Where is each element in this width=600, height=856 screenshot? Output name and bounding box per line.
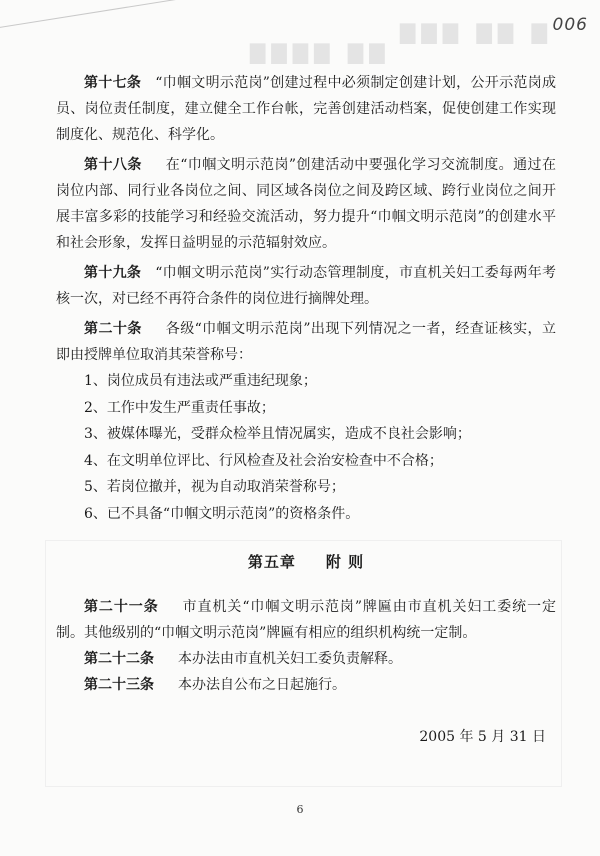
list-item: 3、被媒体曝光，受群众检举且情况属实，造成不良社会影响； [84,426,471,442]
chapter-number: 第五章 [247,553,296,571]
article-19 [56,260,556,312]
article-text: 本办法自公布之日起施行。 [178,677,346,693]
article-22 [56,646,556,672]
scan-fold-line [0,0,355,31]
article-text: 市直机关“巾帼文明示范岗”牌匾由市直机关妇工委统一定制。其他级别的“巾帼文明示范岗”牌匾有相应的组织机构统一定制。 [56,599,556,641]
article-text: 在“巾帼文明示范岗”创建活动中要强化学习交流制度。通过在岗位内部、同行业各岗位之间、同区域各岗位之间及跨区域、跨行业岗位之间开展丰富多彩的技能学习和经验交流活动，努力提升“巾帼文明示范岗”的创建水平和社会形象，发挥日益明显的示范辐射效应。 [56,157,556,251]
chapter-title: 附 则 [325,553,365,571]
document-body [56,70,556,750]
article-label: 第二十一条 [84,599,159,615]
page-number: 6 [296,803,304,816]
article-label: 第十七条 [84,75,142,91]
article-label: 第二十三条 [84,677,154,693]
article-text: “巾帼文明示范岗”创建过程中必须制定创建计划，公开示范岗成员、岗位责任制度，建立健全工作台帐，完善创建活动档案，促使创建工作实现制度化、规范化、科学化。 [56,75,556,143]
article-label: 第二十条 [84,321,142,337]
disqualification-list [56,368,556,527]
article-17 [56,70,556,148]
bleed-through-text: ▇▇▇ ▇▇ ▇ [400,20,553,44]
list-item: 4、在文明单位评比、行风检查及社会治安检查中不合格； [84,452,443,469]
list-item: 5、若岗位撤并，视为自动取消荣誉称号； [84,479,345,495]
bleed-through-text: ▇▇▇▇ ▇▇ [250,40,391,64]
list-item: 6、已不具备“巾帼文明示范岗”的资格条件。 [84,505,360,522]
article-18 [56,152,556,256]
article-text: 本办法由市直机关妇工委负责解释。 [178,651,402,667]
article-20 [56,316,556,368]
list-item: 1、岗位成员有违法或严重违纪现象； [84,373,317,389]
article-21 [56,594,556,646]
page-code: 006 [552,15,588,35]
chapter-heading [56,551,556,572]
article-label: 第十八条 [84,157,142,173]
article-label: 第十九条 [84,265,142,281]
article-23 [56,672,556,698]
article-label: 第二十二条 [84,651,154,667]
article-text: “巾帼文明示范岗”实行动态管理制度，市直机关妇工委每两年考核一次，对已经不再符合条件的岗位进行摘牌处理。 [56,265,556,307]
list-item: 2、工作中发生严重责任事故； [84,399,275,416]
article-text: 各级“巾帼文明示范岗”出现下列情况之一者，经查证核实，立即由授牌单位取消其荣誉称号： [56,321,556,363]
document-date: 2005 年 5 月 31 日 [419,729,546,745]
